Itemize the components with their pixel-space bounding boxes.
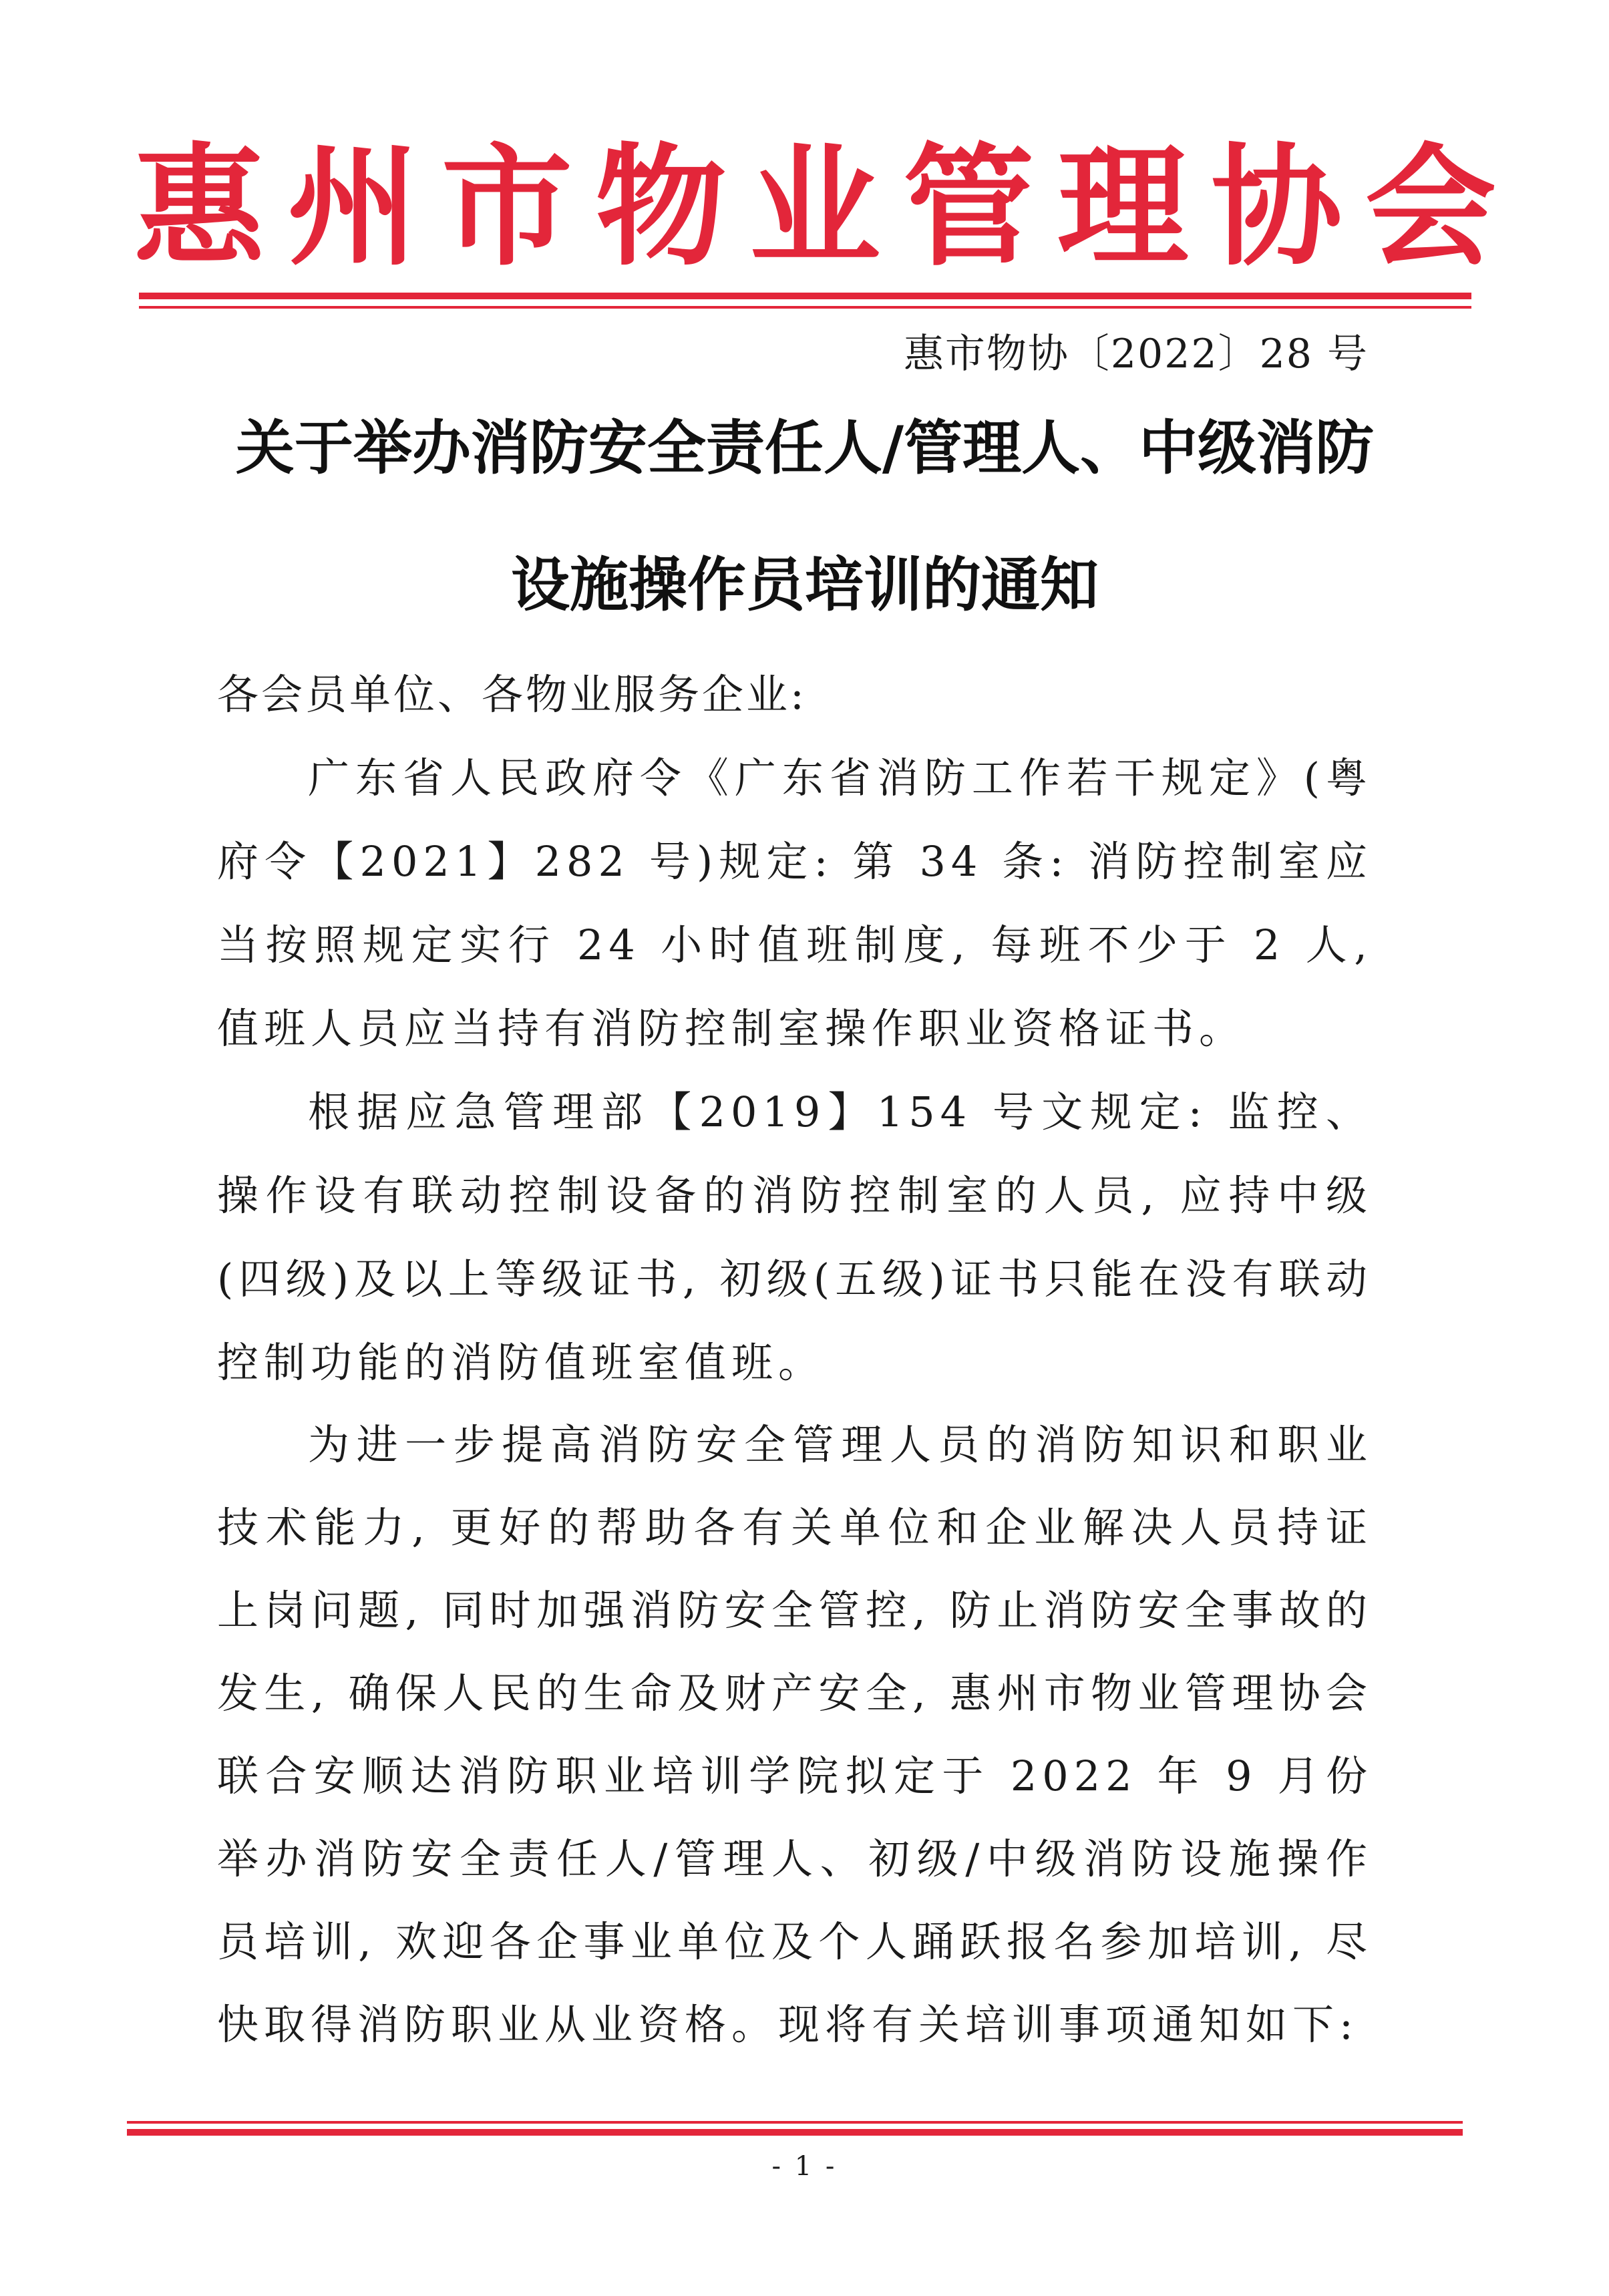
document-number: 惠市物协〔2022〕28 号 xyxy=(903,331,1369,377)
footer-divider-thin xyxy=(127,2121,1463,2124)
letterhead-char: 物 xyxy=(595,130,727,284)
body-paragraph: 根据应急管理部【2019】154 号文规定: 监控、操作设有联动控制设备的消防控制室的人员, 应持中级(四级)及以上等级证书, 初级(五级)证书只能在没有联动控制功能的消防值班室值班。 xyxy=(217,1088,1373,1387)
letterhead-char: 州 xyxy=(287,130,419,284)
letterhead-char: 惠 xyxy=(134,130,265,284)
letterhead-char: 会 xyxy=(1365,130,1496,284)
letterhead-char: 理 xyxy=(1057,130,1188,284)
notice-title-line-1: 关于举办消防安全责任人/管理人、中级消防 xyxy=(235,413,1375,482)
letterhead-char: 协 xyxy=(1211,130,1343,284)
letterhead-char: 市 xyxy=(441,130,572,284)
letterhead-divider-thick xyxy=(139,293,1471,299)
letterhead-char: 业 xyxy=(749,130,880,284)
page-number: - 1 - xyxy=(771,2151,838,2182)
footer-divider-thick xyxy=(127,2129,1463,2136)
salutation: 各会员单位、各物业服务企业: xyxy=(217,670,807,719)
letterhead-org-name xyxy=(134,127,1496,287)
body-paragraph: 广东省人民政府令《广东省消防工作若干规定》(粤府令【2021】282 号)规定: 第 34 条: 消防控制室应当按照规定实行 24 小时值班制度, 每班不少于 2 人, 值班人员应当持有消防控制室操作职业资格证书。 xyxy=(217,754,1373,1053)
body-paragraph: 为进一步提高消防安全管理人员的消防知识和职业技术能力, 更好的帮助各有关单位和企业解决人员持证上岗问题, 同时加强消防安全管控, 防止消防安全事故的发生, 确保人民的生命及财产安全, 惠州市物业管理协会联合安顺达消防职业培训学院拟定于 2022 年 9 月份举办消防安全责任人/管理人、初级/中级消防设施操作员培训, 欢迎各企事业单位及个人踊跃报名参加培训, 尽快取得消防职业从业资格。现将有关培训事项通知如下: xyxy=(217,1420,1373,2049)
letterhead-char: 管 xyxy=(903,130,1035,284)
notice-title-line-2: 设施操作员培训的通知 xyxy=(510,550,1099,619)
letterhead-divider-thin xyxy=(139,306,1471,309)
